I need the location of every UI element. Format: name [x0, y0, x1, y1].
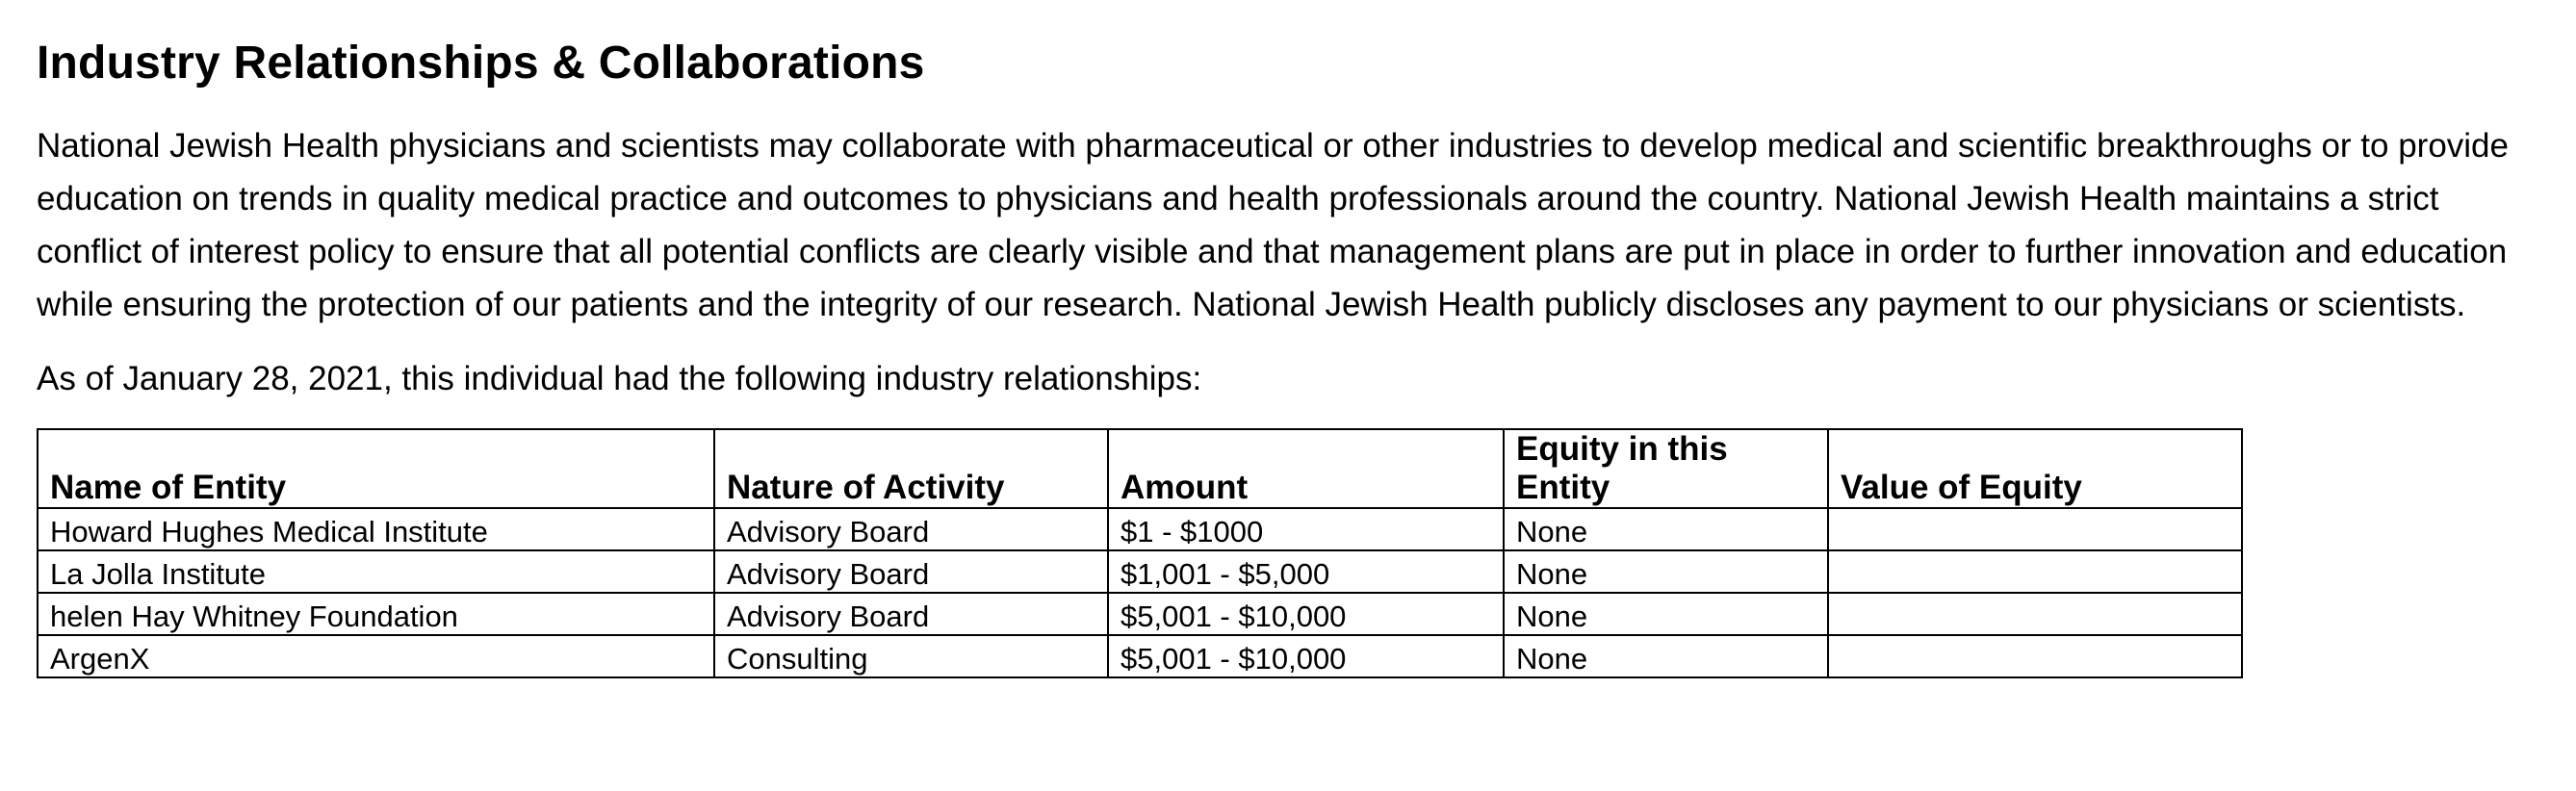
cell-equity-value — [1828, 635, 2242, 677]
cell-entity-name: La Jolla Institute — [38, 550, 714, 593]
cell-equity: None — [1504, 635, 1828, 677]
table-row — [38, 635, 2242, 677]
cell-activity: Advisory Board — [714, 593, 1108, 635]
as-of-statement: As of January 28, 2021, this individual had the following industry relationships: — [37, 360, 1202, 397]
header-equity-in-entity: Equity in this Entity — [1504, 429, 1828, 508]
cell-equity-value — [1828, 593, 2242, 635]
cell-amount: $5,001 - $10,000 — [1108, 593, 1504, 635]
cell-equity: None — [1504, 508, 1828, 550]
table-row — [38, 550, 2242, 593]
header-value-of-equity: Value of Equity — [1828, 429, 2242, 508]
cell-entity-name: ArgenX — [38, 635, 714, 677]
cell-equity: None — [1504, 550, 1828, 593]
cell-entity-name: helen Hay Whitney Foundation — [38, 593, 714, 635]
table-row — [38, 508, 2242, 550]
cell-equity: None — [1504, 593, 1828, 635]
cell-amount: $1 - $1000 — [1108, 508, 1504, 550]
page-title: Industry Relationships & Collaborations — [37, 38, 925, 89]
cell-equity-value — [1828, 550, 2242, 593]
relationships-table — [37, 428, 2243, 678]
cell-amount: $1,001 - $5,000 — [1108, 550, 1504, 593]
header-name-of-entity: Name of Entity — [38, 429, 714, 508]
header-amount: Amount — [1108, 429, 1504, 508]
intro-paragraph: National Jewish Health physicians and scientists may collaborate with pharmaceutical or other industries to develop medical and scientific breakthroughs or to provide education on trends in quality medical practice and outcomes to physicians and health professionals around the country. National Jewish Health maintains a strict conflict of interest policy to ensure that all potential conflicts are clearly visible and that management plans are put in place in order to further innovation and education while ensuring the protection of our patients and the integrity of our research. National Jewish Health publicly discloses any payment to our physicians or scientists. — [37, 127, 2509, 323]
table-header-row — [38, 429, 2242, 508]
cell-equity-value — [1828, 508, 2242, 550]
table-row — [38, 593, 2242, 635]
cell-activity: Consulting — [714, 635, 1108, 677]
disclosure-page — [37, 33, 2549, 678]
cell-activity: Advisory Board — [714, 550, 1108, 593]
header-nature-of-activity: Nature of Activity — [714, 429, 1108, 508]
cell-amount: $5,001 - $10,000 — [1108, 635, 1504, 677]
cell-entity-name: Howard Hughes Medical Institute — [38, 508, 714, 550]
cell-activity: Advisory Board — [714, 508, 1108, 550]
